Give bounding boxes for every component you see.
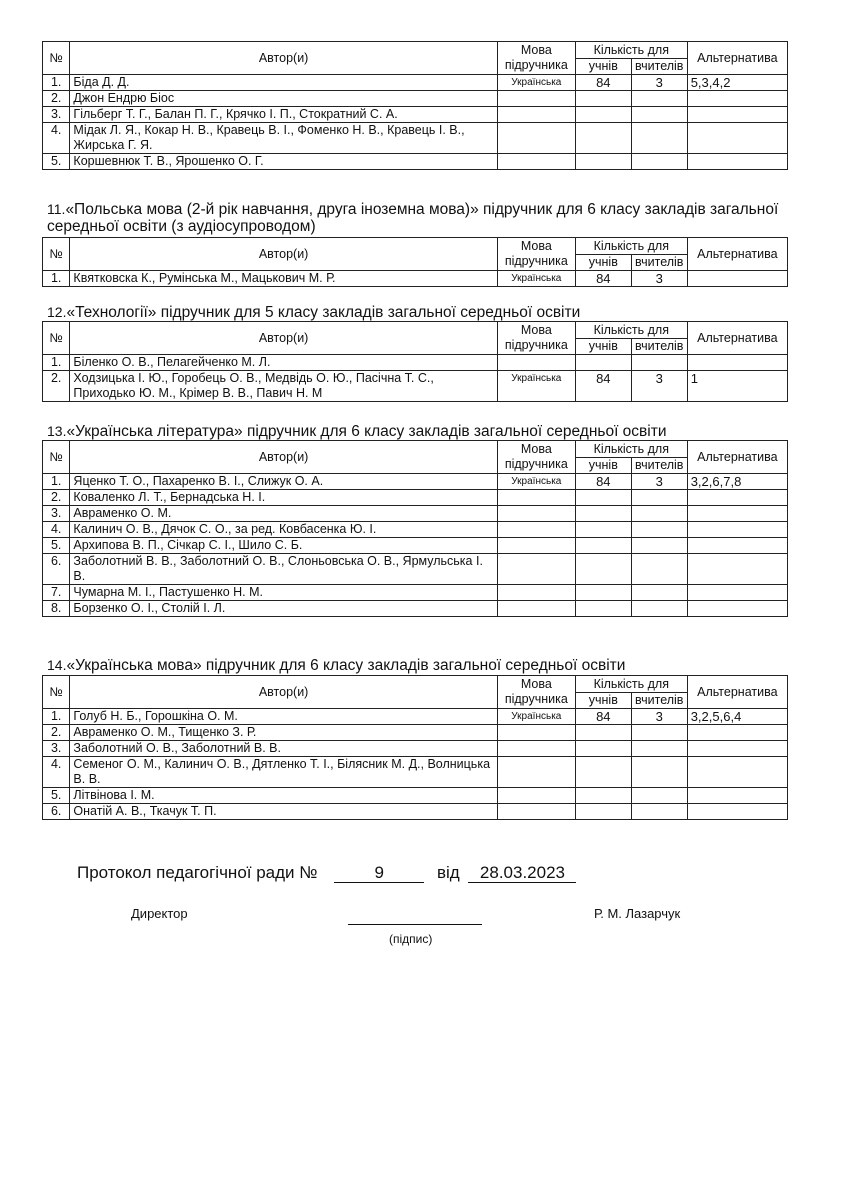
row-authors: Авраменко О. М. bbox=[70, 506, 497, 522]
col-header-teachers: вчителів bbox=[631, 59, 687, 75]
row-teachers-count bbox=[631, 554, 687, 585]
col-header-students: учнів bbox=[575, 339, 631, 355]
row-language bbox=[497, 725, 575, 741]
row-number: 4. bbox=[43, 522, 70, 538]
row-alternative bbox=[687, 788, 787, 804]
row-students-count: 84 bbox=[575, 709, 631, 725]
table-header-row bbox=[43, 42, 788, 59]
table-row bbox=[43, 741, 788, 757]
row-authors: Калинич О. В., Дячок С. О., за ред. Ковбасенка Ю. І. bbox=[70, 522, 497, 538]
textbook-table bbox=[42, 440, 788, 617]
row-teachers-count bbox=[631, 154, 687, 170]
row-students-count bbox=[575, 107, 631, 123]
col-header-num: № bbox=[43, 42, 70, 75]
section-number: 11. bbox=[47, 201, 66, 217]
signature-line bbox=[348, 908, 482, 925]
row-students-count bbox=[575, 741, 631, 757]
section-title-text: «Технології» підручник для 5 класу закладів загальної середньої освіти bbox=[66, 304, 581, 321]
row-students-count bbox=[575, 506, 631, 522]
row-students-count bbox=[575, 91, 631, 107]
row-authors: Джон Ендрю Біос bbox=[70, 91, 497, 107]
row-number: 1. bbox=[43, 271, 70, 287]
row-students-count bbox=[575, 601, 631, 617]
row-alternative bbox=[687, 585, 787, 601]
row-students-count bbox=[575, 788, 631, 804]
row-teachers-count bbox=[631, 538, 687, 554]
date-label: від bbox=[436, 863, 460, 882]
row-alternative bbox=[687, 725, 787, 741]
col-header-num: № bbox=[43, 441, 70, 474]
row-students-count: 84 bbox=[575, 271, 631, 287]
row-alternative bbox=[687, 123, 787, 154]
row-students-count: 84 bbox=[575, 371, 631, 402]
row-number: 6. bbox=[43, 804, 70, 820]
row-language bbox=[497, 506, 575, 522]
row-number: 4. bbox=[43, 123, 70, 154]
col-header-authors: Автор(и) bbox=[70, 322, 497, 355]
section-12-table-wrap bbox=[42, 321, 789, 402]
protocol-number: 9 bbox=[334, 864, 424, 883]
table-row bbox=[43, 474, 788, 490]
row-number: 1. bbox=[43, 709, 70, 725]
table-row bbox=[43, 271, 788, 287]
table-row bbox=[43, 804, 788, 820]
col-header-students: учнів bbox=[575, 255, 631, 271]
section-number: 12. bbox=[47, 304, 67, 320]
row-language bbox=[497, 788, 575, 804]
row-language: Українська bbox=[497, 75, 575, 91]
col-header-authors: Автор(и) bbox=[70, 238, 497, 271]
row-number: 1. bbox=[43, 75, 70, 91]
row-teachers-count bbox=[631, 107, 687, 123]
row-language bbox=[497, 522, 575, 538]
section-14-table-wrap bbox=[42, 675, 789, 820]
col-header-language: Мова підручника bbox=[497, 42, 575, 75]
textbook-table bbox=[42, 675, 788, 820]
row-authors: Заболотний О. В., Заболотний В. В. bbox=[70, 741, 497, 757]
col-header-quantity: Кількість для bbox=[575, 322, 687, 339]
row-authors: Гільберг Т. Г., Балан П. Г., Крячко І. П., Стократний С. А. bbox=[70, 107, 497, 123]
row-teachers-count bbox=[631, 601, 687, 617]
col-header-students: учнів bbox=[575, 458, 631, 474]
row-alternative bbox=[687, 107, 787, 123]
row-alternative: 1 bbox=[687, 371, 787, 402]
section-11-table-wrap bbox=[42, 237, 789, 287]
row-authors: Мідак Л. Я., Кокар Н. В., Кравець В. І., Фоменко Н. В., Кравець І. В., Жирська Г. Я. bbox=[70, 123, 497, 154]
row-language bbox=[497, 91, 575, 107]
row-language bbox=[497, 741, 575, 757]
row-teachers-count bbox=[631, 522, 687, 538]
row-authors: Чумарна М. І., Пастушенко Н. М. bbox=[70, 585, 497, 601]
table-row bbox=[43, 490, 788, 506]
col-header-alternative: Альтернатива bbox=[687, 238, 787, 271]
row-students-count bbox=[575, 554, 631, 585]
row-alternative: 3,2,5,6,4 bbox=[687, 709, 787, 725]
row-teachers-count bbox=[631, 585, 687, 601]
row-alternative: 3,2,6,7,8 bbox=[687, 474, 787, 490]
row-authors: Біленко О. В., Пелагейченко М. Л. bbox=[70, 355, 497, 371]
textbook-table bbox=[42, 321, 788, 402]
row-language bbox=[497, 601, 575, 617]
row-number: 1. bbox=[43, 355, 70, 371]
row-alternative bbox=[687, 757, 787, 788]
row-alternative bbox=[687, 271, 787, 287]
table-header-row bbox=[43, 676, 788, 693]
row-number: 2. bbox=[43, 91, 70, 107]
row-number: 2. bbox=[43, 371, 70, 402]
row-number: 5. bbox=[43, 154, 70, 170]
section-11-title bbox=[47, 201, 797, 235]
row-authors: Голуб Н. Б., Горошкіна О. М. bbox=[70, 709, 497, 725]
col-header-alternative: Альтернатива bbox=[687, 676, 787, 709]
col-header-authors: Автор(и) bbox=[70, 42, 497, 75]
row-students-count bbox=[575, 154, 631, 170]
section-title-text: «Українська література» підручник для 6 класу закладів загальної середньої освіти bbox=[66, 423, 667, 440]
row-authors: Біда Д. Д. bbox=[70, 75, 497, 91]
row-language: Українська bbox=[497, 474, 575, 490]
table-row bbox=[43, 585, 788, 601]
row-teachers-count bbox=[631, 506, 687, 522]
row-language bbox=[497, 490, 575, 506]
row-alternative bbox=[687, 554, 787, 585]
table-row bbox=[43, 91, 788, 107]
table-row bbox=[43, 725, 788, 741]
col-header-num: № bbox=[43, 676, 70, 709]
row-number: 5. bbox=[43, 788, 70, 804]
row-number: 3. bbox=[43, 741, 70, 757]
protocol-date: 28.03.2023 bbox=[468, 864, 576, 883]
row-students-count bbox=[575, 355, 631, 371]
row-teachers-count bbox=[631, 490, 687, 506]
row-number: 3. bbox=[43, 107, 70, 123]
row-language bbox=[497, 585, 575, 601]
table-row bbox=[43, 757, 788, 788]
row-language bbox=[497, 757, 575, 788]
table-row bbox=[43, 75, 788, 91]
row-students-count bbox=[575, 538, 631, 554]
col-header-authors: Автор(и) bbox=[70, 676, 497, 709]
row-alternative bbox=[687, 804, 787, 820]
row-number: 4. bbox=[43, 757, 70, 788]
section-12-title bbox=[47, 304, 797, 321]
textbook-table bbox=[42, 237, 788, 287]
col-header-quantity: Кількість для bbox=[575, 42, 687, 59]
row-authors: Ходзицька І. Ю., Горобець О. В., Медвідь О. Ю., Пасічна Т. С., Приходько Ю. М., Крімер В. В., Павич Н. М bbox=[70, 371, 497, 402]
row-teachers-count: 3 bbox=[631, 75, 687, 91]
protocol-label: Протокол педагогічної ради № bbox=[77, 863, 318, 882]
col-header-language: Мова підручника bbox=[497, 238, 575, 271]
row-teachers-count bbox=[631, 355, 687, 371]
row-students-count bbox=[575, 585, 631, 601]
table-row bbox=[43, 154, 788, 170]
row-language bbox=[497, 538, 575, 554]
row-students-count bbox=[575, 522, 631, 538]
table-header-row bbox=[43, 322, 788, 339]
col-header-teachers: вчителів bbox=[631, 693, 687, 709]
row-alternative bbox=[687, 522, 787, 538]
row-number: 7. bbox=[43, 585, 70, 601]
col-header-language: Мова підручника bbox=[497, 676, 575, 709]
row-students-count: 84 bbox=[575, 75, 631, 91]
table-header-row bbox=[43, 238, 788, 255]
row-students-count bbox=[575, 757, 631, 788]
row-number: 3. bbox=[43, 506, 70, 522]
table-row bbox=[43, 506, 788, 522]
row-alternative bbox=[687, 490, 787, 506]
row-language bbox=[497, 154, 575, 170]
row-authors: Борзенко О. І., Столій І. Л. bbox=[70, 601, 497, 617]
row-teachers-count bbox=[631, 804, 687, 820]
row-authors: Семеног О. М., Калинич О. В., Дятленко Т. І., Білясник М. Д., Волницька В. В. bbox=[70, 757, 497, 788]
row-students-count: 84 bbox=[575, 474, 631, 490]
row-language: Українська bbox=[497, 371, 575, 402]
row-students-count bbox=[575, 490, 631, 506]
protocol-line bbox=[77, 863, 576, 883]
director-name: Р. М. Лазарчук bbox=[594, 906, 681, 921]
row-authors: Заболотний В. В., Заболотний О. В., Слоньовська О. В., Ярмульська І. В. bbox=[70, 554, 497, 585]
col-header-num: № bbox=[43, 238, 70, 271]
table-row bbox=[43, 123, 788, 154]
section-title-text: «Польська мова (2-й рік навчання, друга іноземна мова)» підручник для 6 класу закладів загальної середньої освіти (з аудіосупроводом) bbox=[47, 201, 779, 235]
section-number: 14. bbox=[47, 657, 67, 673]
row-language bbox=[497, 554, 575, 585]
row-authors: Архипова В. П., Січкар С. І., Шило С. Б. bbox=[70, 538, 497, 554]
col-header-quantity: Кількість для bbox=[575, 676, 687, 693]
col-header-language: Мова підручника bbox=[497, 441, 575, 474]
row-teachers-count bbox=[631, 123, 687, 154]
section-14-title bbox=[47, 657, 797, 674]
row-authors: Літвінова І. М. bbox=[70, 788, 497, 804]
col-header-alternative: Альтернатива bbox=[687, 441, 787, 474]
row-alternative bbox=[687, 741, 787, 757]
col-header-alternative: Альтернатива bbox=[687, 42, 787, 75]
table-row bbox=[43, 371, 788, 402]
col-header-quantity: Кількість для bbox=[575, 238, 687, 255]
table-row bbox=[43, 601, 788, 617]
col-header-students: учнів bbox=[575, 59, 631, 75]
table-row bbox=[43, 107, 788, 123]
table-row bbox=[43, 522, 788, 538]
col-header-students: учнів bbox=[575, 693, 631, 709]
col-header-teachers: вчителів bbox=[631, 339, 687, 355]
row-teachers-count bbox=[631, 725, 687, 741]
section-number: 13. bbox=[47, 423, 67, 439]
row-teachers-count: 3 bbox=[631, 474, 687, 490]
row-teachers-count: 3 bbox=[631, 709, 687, 725]
row-authors: Коршевнюк Т. В., Ярошенко О. Г. bbox=[70, 154, 497, 170]
row-language bbox=[497, 123, 575, 154]
row-number: 5. bbox=[43, 538, 70, 554]
col-header-language: Мова підручника bbox=[497, 322, 575, 355]
col-header-teachers: вчителів bbox=[631, 255, 687, 271]
row-number: 2. bbox=[43, 725, 70, 741]
row-teachers-count bbox=[631, 757, 687, 788]
row-alternative bbox=[687, 538, 787, 554]
signature-caption: (підпис) bbox=[389, 932, 433, 946]
row-alternative bbox=[687, 355, 787, 371]
row-students-count bbox=[575, 725, 631, 741]
row-authors: Яценко Т. О., Пахаренко В. І., Слижук О. А. bbox=[70, 474, 497, 490]
section-13-table-wrap bbox=[42, 440, 789, 617]
table-row bbox=[43, 538, 788, 554]
table-row bbox=[43, 709, 788, 725]
row-authors: Квятковска К., Румінська М., Мацькович М. Р. bbox=[70, 271, 497, 287]
row-authors: Коваленко Л. Т., Бернадська Н. І. bbox=[70, 490, 497, 506]
table-row bbox=[43, 554, 788, 585]
row-alternative: 5,3,4,2 bbox=[687, 75, 787, 91]
row-alternative bbox=[687, 506, 787, 522]
row-teachers-count bbox=[631, 788, 687, 804]
row-alternative bbox=[687, 91, 787, 107]
textbook-table bbox=[42, 41, 788, 170]
row-number: 1. bbox=[43, 474, 70, 490]
row-language bbox=[497, 804, 575, 820]
col-header-teachers: вчителів bbox=[631, 458, 687, 474]
row-teachers-count: 3 bbox=[631, 371, 687, 402]
row-students-count bbox=[575, 804, 631, 820]
section-title-text: «Українська мова» підручник для 6 класу закладів загальної середньої освіти bbox=[66, 657, 626, 674]
col-header-quantity: Кількість для bbox=[575, 441, 687, 458]
row-number: 2. bbox=[43, 490, 70, 506]
table-row bbox=[43, 355, 788, 371]
row-language: Українська bbox=[497, 709, 575, 725]
table-row bbox=[43, 788, 788, 804]
section-13-title bbox=[47, 423, 797, 440]
row-authors: Онатій А. В., Ткачук Т. П. bbox=[70, 804, 497, 820]
row-number: 8. bbox=[43, 601, 70, 617]
row-language bbox=[497, 355, 575, 371]
row-teachers-count bbox=[631, 91, 687, 107]
col-header-authors: Автор(и) bbox=[70, 441, 497, 474]
row-authors: Авраменко О. М., Тищенко З. Р. bbox=[70, 725, 497, 741]
table-header-row bbox=[43, 441, 788, 458]
row-teachers-count bbox=[631, 741, 687, 757]
row-language: Українська bbox=[497, 271, 575, 287]
row-alternative bbox=[687, 601, 787, 617]
row-students-count bbox=[575, 123, 631, 154]
section-table-continued bbox=[42, 41, 789, 170]
col-header-alternative: Альтернатива bbox=[687, 322, 787, 355]
director-label: Директор bbox=[131, 906, 188, 921]
row-alternative bbox=[687, 154, 787, 170]
col-header-num: № bbox=[43, 322, 70, 355]
row-number: 6. bbox=[43, 554, 70, 585]
row-teachers-count: 3 bbox=[631, 271, 687, 287]
row-language bbox=[497, 107, 575, 123]
